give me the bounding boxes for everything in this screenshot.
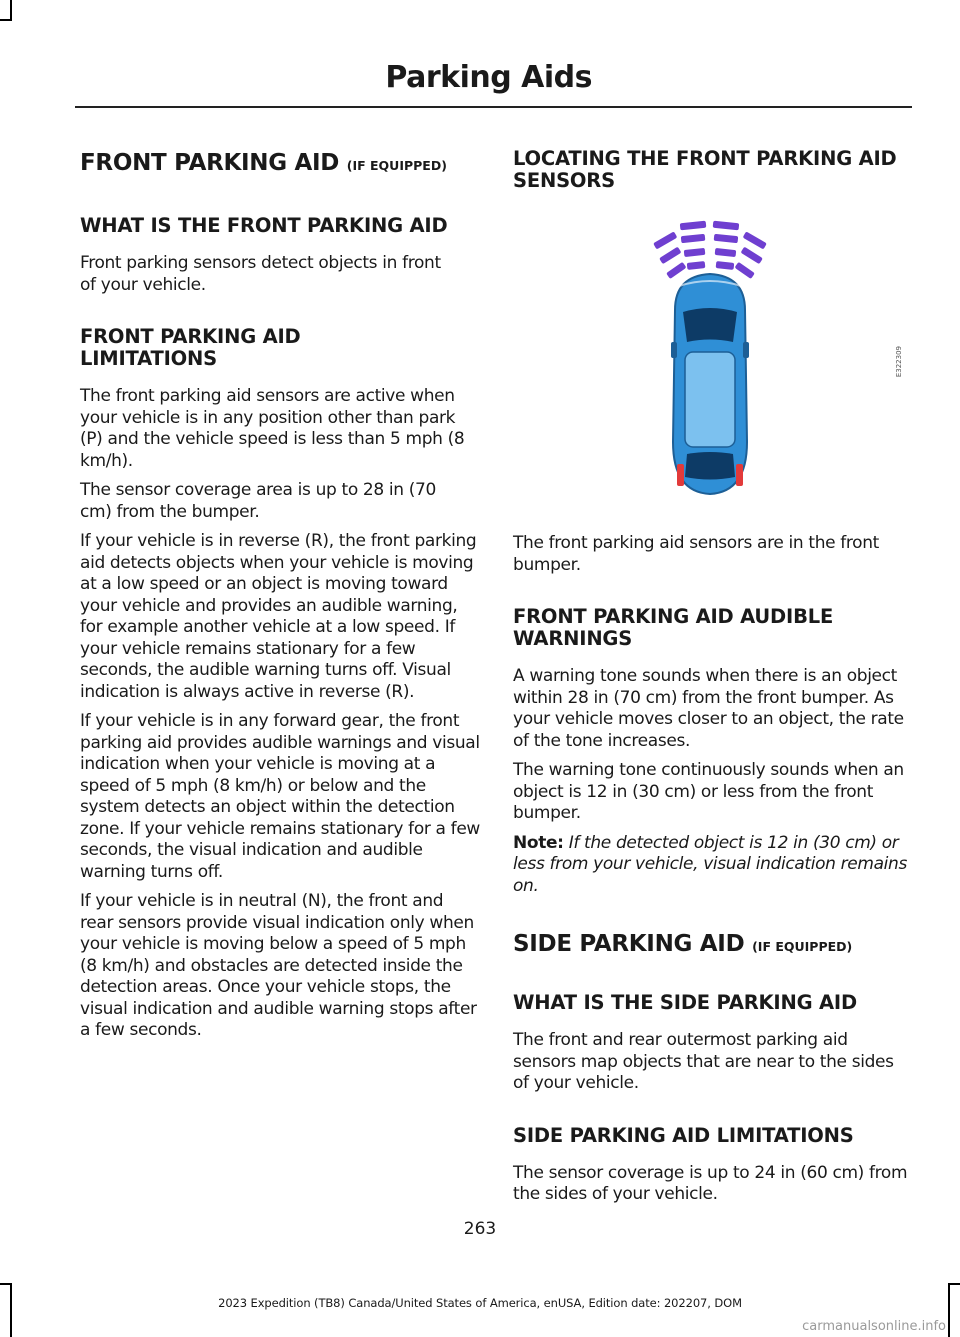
heading-audible-warnings: FRONT PARKING AID AUDIBLE WARNINGS bbox=[513, 605, 834, 650]
vehicle-top-view-icon bbox=[671, 274, 749, 494]
paragraph-side-limitations: The sensor coverage is up to 24 in (60 cm) from the sides of your vehicle. bbox=[513, 1162, 908, 1204]
watermark: carmanualsonline.info bbox=[802, 1319, 946, 1334]
heading-side-parking-aid: SIDE PARKING AID (IF EQUIPPED) bbox=[513, 931, 853, 957]
right-column bbox=[513, 140, 913, 1206]
footer-edition: 2023 Expedition (TB8) Canada/United States of America, enUSA, Edition date: 202207, DOM bbox=[218, 1296, 742, 1310]
paragraph-audible-2: The warning tone continuously sounds when an object is 12 in (30 cm) or less from the front bumper. bbox=[513, 760, 904, 823]
crop-mark bbox=[948, 1283, 950, 1337]
sensor-location-figure bbox=[513, 192, 913, 507]
heading-locating-sensors: LOCATING THE FRONT PARKING AID SENSORS bbox=[513, 147, 897, 192]
if-equipped-tag: (IF EQUIPPED) bbox=[346, 158, 447, 173]
figure-code: E322309 bbox=[895, 346, 903, 378]
paragraph-audible-1: A warning tone sounds when there is an object within 28 in (70 cm) from the front bumper. As your vehicle moves closer to an object, the rate of the tone increases. bbox=[513, 666, 904, 751]
note bbox=[513, 833, 913, 898]
paragraph-limitations-3: If your vehicle is in reverse (R), the front parking aid detects objects when your vehicle is moving at a low speed or an object is moving toward your vehicle and provides an audible warning, for example another vehicle at a low speed. If your vehicle remains stationary for a few seconds, the audible warning turns off. Visual indication is always active in reverse (R). bbox=[80, 531, 477, 702]
crop-mark bbox=[0, 1283, 12, 1285]
section-title: Parking Aids bbox=[385, 60, 592, 95]
note-text: If the detected object is 12 in (30 cm) or less from your vehicle, visual indication remains on. bbox=[513, 832, 907, 896]
paragraph-limitations-1: The front parking aid sensors are active when your vehicle is in any position other than park (P) and the vehicle speed is less than 5 mph (8 km/h). bbox=[80, 386, 465, 471]
crop-mark bbox=[10, 1283, 12, 1337]
paragraph-limitations-5: If your vehicle is in neutral (N), the front and rear sensors provide visual indication only when your vehicle is moving below a speed of 5 mph (8 km/h) and obstacles are detected inside the detection areas. Once your vehicle stops, the visual indication and audible warning stops after a few seconds. bbox=[80, 891, 477, 1040]
left-column bbox=[80, 140, 480, 1042]
heading-what-is-front-parking-aid: WHAT IS THE FRONT PARKING AID bbox=[80, 214, 448, 237]
heading-front-parking-aid-limitations: FRONT PARKING AID LIMITATIONS bbox=[80, 325, 301, 370]
header-divider bbox=[75, 106, 912, 108]
sensor-wave-icon bbox=[653, 221, 767, 279]
heading-side-parking-aid-limitations: SIDE PARKING AID LIMITATIONS bbox=[513, 1123, 854, 1147]
paragraph-locating: The front parking aid sensors are in the front bumper. bbox=[513, 533, 879, 575]
paragraph-limitations-4: If your vehicle is in any forward gear, the front parking aid provides audible warnings and visual indication when your vehicle is moving at a speed of 5 mph (8 km/h) or below and the system detects an object within the detection zone. If your vehicle remains stationary for a few seconds, the visual indication and audible warning turns off. bbox=[80, 711, 480, 882]
note-label: Note: bbox=[513, 832, 564, 853]
paragraph-side-what: The front and rear outermost parking aid sensors map objects that are near to the sides of your vehicle. bbox=[513, 1030, 894, 1093]
heading-front-parking-aid: FRONT PARKING AID (IF EQUIPPED) bbox=[80, 150, 447, 176]
if-equipped-tag: (IF EQUIPPED) bbox=[752, 939, 853, 954]
heading-what-is-side-parking-aid: WHAT IS THE SIDE PARKING AID bbox=[513, 991, 857, 1014]
page-number: 263 bbox=[463, 1219, 497, 1239]
car-sensor-illustration bbox=[513, 192, 913, 507]
crop-mark bbox=[10, 0, 12, 20]
crop-mark bbox=[0, 19, 12, 21]
paragraph-what: Front parking sensors detect objects in front of your vehicle. bbox=[80, 253, 441, 295]
paragraph-limitations-2: The sensor coverage area is up to 28 in (70 cm) from the bumper. bbox=[80, 480, 436, 522]
